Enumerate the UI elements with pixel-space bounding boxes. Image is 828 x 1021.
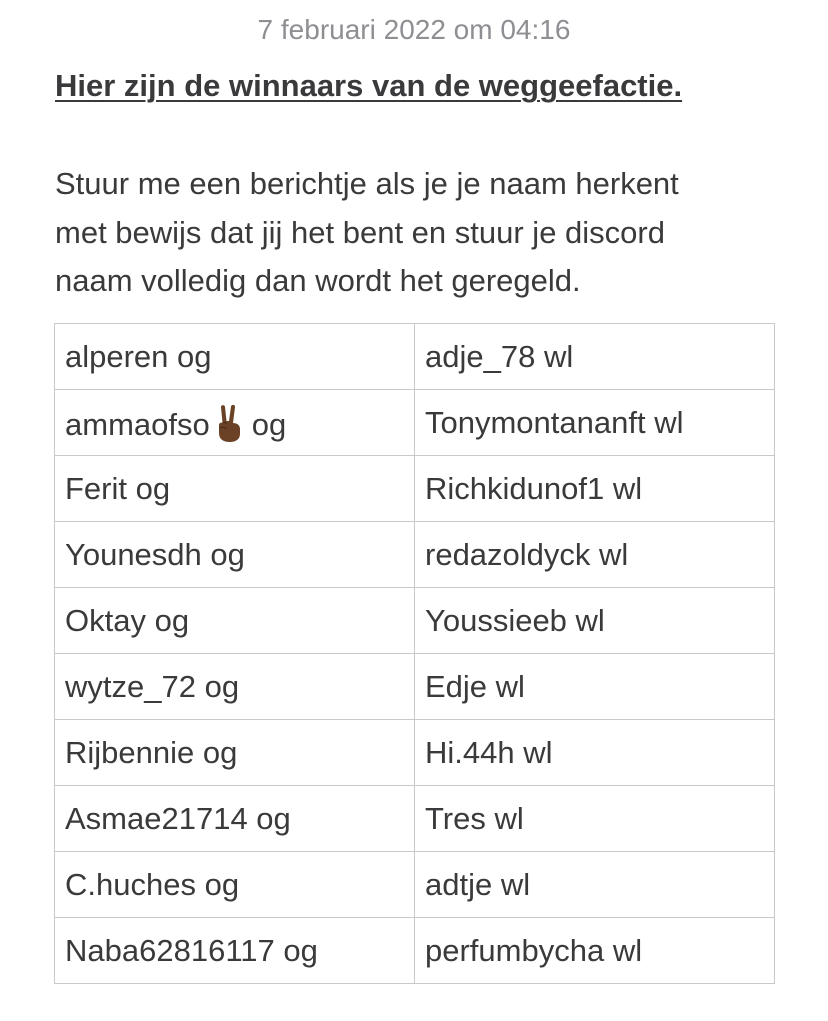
winner-wl-cell: Youssieeb wl <box>415 588 775 654</box>
post-body-line: naam volledig dan wordt het geregeld. <box>55 263 581 298</box>
winner-wl-cell: Tonymontananft wl <box>415 390 775 456</box>
winner-wl-cell: Hi.44h wl <box>415 720 775 786</box>
winner-wl-cell: adje_78 wl <box>415 324 775 390</box>
table-row <box>55 786 775 852</box>
post-title: Hier zijn de winnaars van de weggeefactie. <box>55 68 683 103</box>
winners-table <box>54 323 775 984</box>
winner-og-cell: wytze_72 og <box>55 654 415 720</box>
winner-wl-cell: perfumbycha wl <box>415 918 775 984</box>
winner-og-cell: Naba62816117 og <box>55 918 415 984</box>
post-body-line: Stuur me een berichtje als je je naam herkent <box>55 166 679 201</box>
winner-wl-cell: Edje wl <box>415 654 775 720</box>
winner-og-cell: C.huches og <box>55 852 415 918</box>
post-body-line: met bewijs dat jij het bent en stuur je discord <box>55 214 665 250</box>
winner-og-cell: alperen og <box>55 324 415 390</box>
table-row <box>55 456 775 522</box>
winner-name: ammaofso <box>65 406 210 442</box>
post-body <box>55 160 785 306</box>
winner-og-cell: Oktay og <box>55 588 415 654</box>
winner-wl-cell: Richkidunof1 wl <box>415 456 775 522</box>
winner-og-cell: Asmae21714 og <box>55 786 415 852</box>
winner-wl-cell: Tres wl <box>415 786 775 852</box>
table-row <box>55 852 775 918</box>
table-row <box>55 918 775 984</box>
winner-og-cell <box>55 390 415 456</box>
table-row <box>55 588 775 654</box>
table-row <box>55 522 775 588</box>
table-row <box>55 654 775 720</box>
victory-hand-icon <box>212 403 246 443</box>
winner-og-cell: Rijbennie og <box>55 720 415 786</box>
winner-wl-cell: redazoldyck wl <box>415 522 775 588</box>
post-date: 7 februari 2022 om 04:16 <box>257 14 571 45</box>
winner-wl-cell: adtje wl <box>415 852 775 918</box>
table-row <box>55 720 775 786</box>
winner-suffix: og <box>251 406 287 442</box>
winner-og-cell: Ferit og <box>55 456 415 522</box>
table-row <box>55 324 775 390</box>
table-row <box>55 390 775 456</box>
winner-og-cell: Younesdh og <box>55 522 415 588</box>
